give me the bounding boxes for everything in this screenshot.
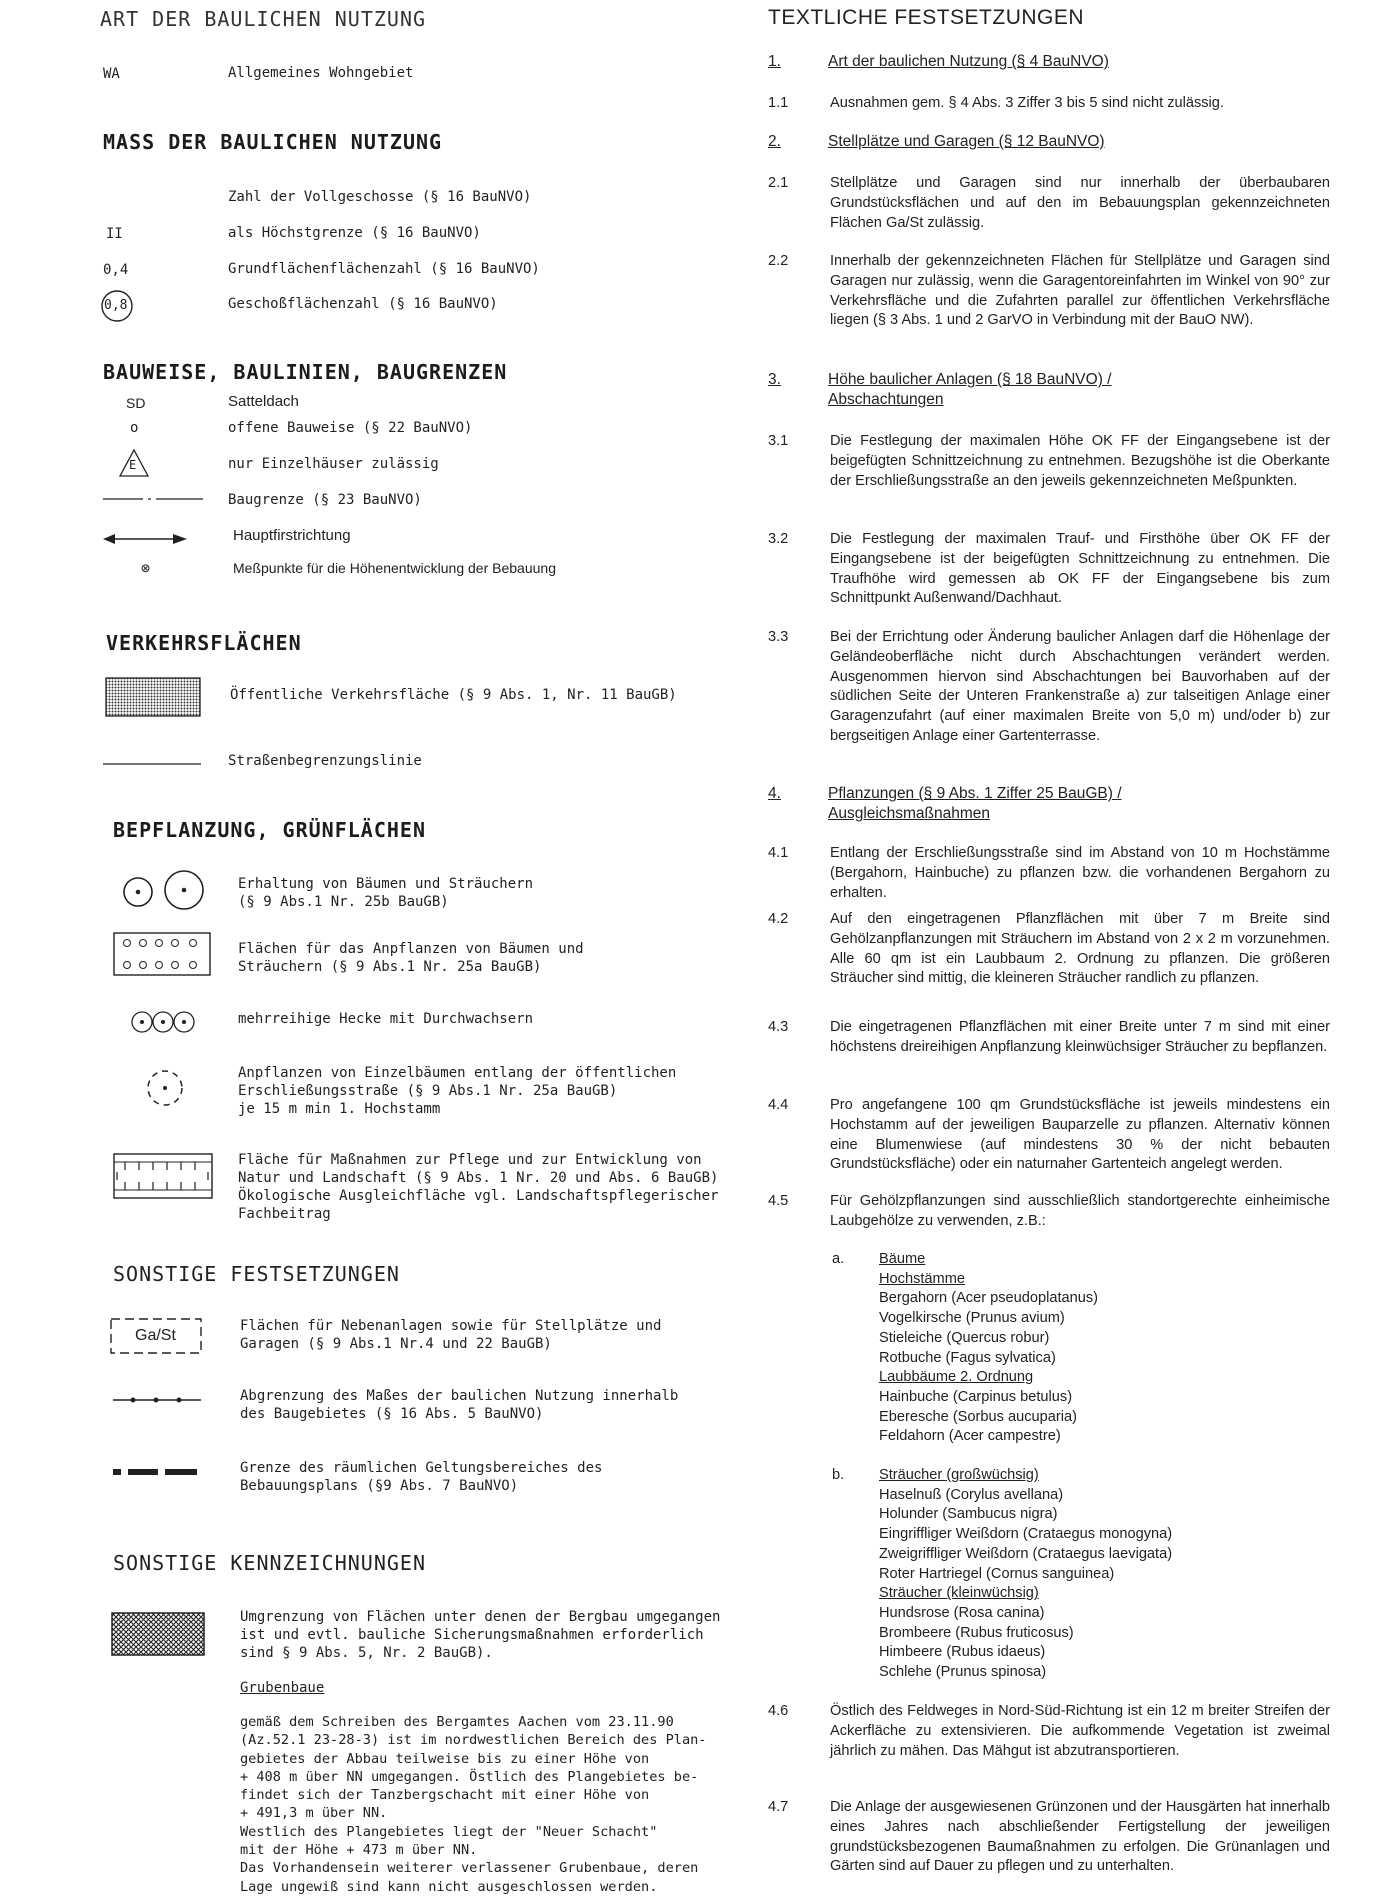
list-item: Bergahorn (Acer pseudoplatanus) bbox=[879, 1290, 1099, 1307]
legend-text: nur Einzelhäuser zulässig bbox=[228, 456, 439, 472]
item-text: Die Festlegung der maximalen Trauf- und Firsthöhe über OK FF der Eingangsebene ist der beigefügten Schnittzeichnung zu entnehmen. Die Traufhöhe wird gemessen ab OK FF der Eingangsebene bis zum Schnittpunkt Außenwand/Dachhaut. bbox=[830, 531, 1330, 607]
section-number: 3. bbox=[768, 371, 781, 388]
page-title: TEXTLICHE FESTSETZUNGEN bbox=[768, 6, 1085, 29]
legend-text: Abgrenzung des Maßes der baulichen Nutzung innerhalb des Baugebietes (§ 16 Abs. 5 BauNVO) bbox=[240, 1388, 679, 1422]
item-text: Bei der Errichtung oder Änderung baulicher Anlagen darf die Höhenlage der Geländeoberfläche nicht durch Abschachtungen verändert werden. Ausgenommen hiervon sind Abschachtungen bei Bauvorhaben auf der südlichen Seite der Unteren Frankenstraße a) zur talseitigen Anlage einer Garagenzufahrt (auf einer maximalen Breite von 5,0 m) und/oder b) zur bergseitigen Anlage einer Gartenterrasse. bbox=[830, 629, 1330, 744]
legend-text: als Höchstgrenze (§ 16 BauNVO) bbox=[228, 225, 481, 241]
item-number: 4.7 bbox=[768, 1799, 789, 1815]
text-column bbox=[760, 0, 1382, 1901]
legend-text: Hauptfirstrichtung bbox=[233, 527, 351, 544]
item-text: Die Anlage der ausgewiesenen Grünzonen und der Hausgärten hat innerhalb eines Jahres nach abschließender Fertigstellung der jeweiligen grundstücksbezogenen Baumaßnahmen zu erfolgen. Die Grünanlagen und Gärten sind auf Dauer zu pflegen und zu unterhalten. bbox=[830, 1799, 1330, 1875]
heading-sonstige-fest: SONSTIGE FESTSETZUNGEN bbox=[113, 1262, 400, 1286]
list-subheading: Sträucher (kleinwüchsig) bbox=[879, 1585, 1039, 1602]
item-text: Ausnahmen gem. § 4 Abs. 3 Ziffer 3 bis 5 sind nicht zulässig. bbox=[830, 95, 1224, 111]
item-number: 2.1 bbox=[768, 175, 789, 191]
item-number: 3.3 bbox=[768, 629, 789, 645]
item-number: 3.1 bbox=[768, 433, 789, 449]
list-heading: Bäume bbox=[879, 1251, 926, 1267]
item-text: Stellplätze und Garagen sind nur innerhalb der überbaubaren Grundstücksflächen und auf den im Bebauungsplan gekennzeichneten Flächen Ga/St zulässig. bbox=[830, 175, 1330, 231]
item-text: Östlich des Feldweges in Nord-Süd-Richtung ist ein 12 m breiter Streifen der Ackerfläche zu extensivieren. Die aufkommende Vegetation ist zweimal jährlich zu mähen. Das Mähgut ist abzutransportieren. bbox=[830, 1703, 1330, 1759]
legend-text: offene Bauweise (§ 22 BauNVO) bbox=[228, 420, 473, 436]
section-number: 4. bbox=[768, 785, 781, 802]
section-number: 2. bbox=[768, 133, 781, 150]
heading-art: ART DER BAULICHEN NUTZUNG bbox=[100, 7, 427, 31]
list-item: Holunder (Sambucus nigra) bbox=[879, 1506, 1058, 1523]
double-arrow-icon bbox=[103, 533, 187, 545]
legend-text: Satteldach bbox=[228, 393, 299, 410]
item-text: Entlang der Erschließungsstraße sind im Abstand von 10 m Hochstämme (Bergahorn, Hainbuche) zu pflanzen bzw. die vorhandenen Bergahorn zu erhalten. bbox=[830, 845, 1330, 901]
bergbau-hatch-icon bbox=[111, 1612, 205, 1656]
planting-area-icon bbox=[113, 932, 211, 976]
list-heading: Sträucher (großwüchsig) bbox=[879, 1467, 1039, 1483]
verkehrsflaeche-hatch-icon bbox=[105, 677, 201, 717]
baugrenze-line-icon bbox=[103, 496, 203, 502]
single-tree-icon bbox=[145, 1068, 185, 1108]
tree-preserve-icon bbox=[120, 870, 210, 912]
legend-text: Flächen für Nebenanlagen sowie für Stellplätze und Garagen (§ 9 Abs.1 Nr.4 und 22 BauGB) bbox=[240, 1318, 662, 1352]
item-text: Die Festlegung der maximalen Höhe OK FF der Eingangsebene ist der beigefügten Schnittzeichnung zu entnehmen. Bezugshöhe ist die Oberkante der Erschließungsstraße an den jeweils gekennzeichneten Meßpunkten. bbox=[830, 433, 1330, 489]
symbol-offene-bauweise: o bbox=[130, 420, 139, 436]
list-subheading: Laubbäume 2. Ordnung bbox=[879, 1369, 1034, 1386]
symbol-ii: II bbox=[106, 226, 123, 242]
symbol-gast: Ga/St bbox=[135, 1327, 176, 1344]
legend-text: Geschoßflächenzahl (§ 16 BauNVO) bbox=[228, 296, 498, 312]
list-subheading: Hochstämme bbox=[879, 1270, 965, 1287]
item-number: 4.3 bbox=[768, 1019, 789, 1035]
item-number: 4.6 bbox=[768, 1703, 789, 1719]
section-title: Stellplätze und Garagen (§ 12 BauNVO) bbox=[828, 133, 1105, 150]
legend-text: Flächen für das Anpflanzen von Bäumen und Sträuchern (§ 9 Abs.1 Nr. 25a BauGB) bbox=[238, 941, 584, 975]
item-number: 1.1 bbox=[768, 95, 789, 111]
hedge-icon bbox=[130, 1008, 196, 1036]
legend-text: Umgrenzung von Flächen unter denen der Bergbau umgegangen ist und evtl. bauliche Sicherungsmaßnahmen erforderlich sind § 9 Abs. 5, Nr. 2 BauGB). bbox=[240, 1609, 721, 1661]
geltungsbereich-line-icon bbox=[113, 1468, 203, 1476]
list-item: Schlehe (Prunus spinosa) bbox=[879, 1664, 1047, 1681]
list-item: Haselnuß (Corylus avellana) bbox=[879, 1486, 1064, 1503]
heading-verkehr: VERKEHRSFLÄCHEN bbox=[106, 631, 302, 655]
section-title: Pflanzungen (§ 9 Abs. 1 Ziffer 25 BauGB) / Ausgleichsmaßnahmen bbox=[828, 785, 1122, 822]
section-title: Höhe baulicher Anlagen (§ 18 BauNVO) / Abschachtungen bbox=[828, 371, 1112, 408]
item-text: Für Gehölzpflanzungen sind ausschließlich standortgerechte einheimische Laubgehölze zu verwenden, z.B.: bbox=[830, 1193, 1330, 1229]
symbol-sd: SD bbox=[126, 395, 146, 411]
list-item: Eberesche (Sorbus aucuparia) bbox=[879, 1408, 1077, 1425]
item-text: Pro angefangene 100 qm Grundstücksfläche ist jeweils mindestens ein Hochstamm auf der jeweiligen Bauparzelle zu pflanzen. Alternativ können eine Blumenwiese (auf mindestens 30 % der nicht bebauten Grundstücksfläche) oder ein naturnaher Gartenteich angelegt werden. bbox=[830, 1097, 1330, 1173]
symbol-wa: WA bbox=[103, 66, 120, 82]
abgrenzung-line-icon bbox=[113, 1396, 203, 1404]
section-title: Art der baulichen Nutzung (§ 4 BauNVO) bbox=[828, 53, 1109, 70]
grubenbaue-text: gemäß dem Schreiben des Bergamtes Aachen vom 23.11.90 (Az.52.1 23-28-3) ist im nordwestlichen Bereich des Plan- gebietes der Abbau teilweise bis zu einer Höhe von + 408 m über NN umgegangen. Östlich des Plangebietes be- findet sich der Tanzbergschacht mit einer Höhe von + 491,3 m über NN. Westlich des Plangebietes liegt der "Neuer Schacht" mit der Höhe + 473 m über NN. Das Vorhandensein weiterer verlassener Grubenbaue, deren Lage ungewiß sind kann nicht ausgeschlossen werden. bbox=[240, 1714, 707, 1895]
heading-bepflanzung: BEPFLANZUNG, GRÜNFLÄCHEN bbox=[113, 818, 426, 842]
legend-text: Grundflächenflächenzahl (§ 16 BauNVO) bbox=[228, 261, 540, 277]
list-item: Roter Hartriegel (Cornus sanguinea) bbox=[879, 1565, 1115, 1582]
heading-bauweise: BAUWEISE, BAULINIEN, BAUGRENZEN bbox=[103, 360, 508, 384]
strassenbegrenzung-line-icon bbox=[103, 762, 201, 766]
legend-text: Fläche für Maßnahmen zur Pflege und zur Entwicklung von Natur und Landschaft (§ 9 Abs. 1 Nr. 20 und Abs. 6 BauGB) Ökologische Ausgleichfläche vgl. Landschaftspflegerischer Fachbeitrag bbox=[238, 1152, 719, 1222]
item-text: Auf den eingetragenen Pflanzflächen mit über 7 m Breite sind Gehölzanpflanzungen mit Sträuchern im Abstand von 2 x 2 m vorzunehmen. Alle 60 qm ist ein Laubbaum 2. Ordnung zu pflanzen. Die größeren Sträucher sind mittig, die kleineren Sträucher randlich zu pflanzen. bbox=[830, 911, 1330, 987]
grubenbaue-title: Grubenbaue bbox=[240, 1680, 325, 1696]
list-item: Vogelkirsche (Prunus avium) bbox=[879, 1310, 1065, 1327]
list-item: Hundsrose (Rosa canina) bbox=[879, 1604, 1045, 1621]
legend-text: Meßpunkte für die Höhenentwicklung der Bebauung bbox=[233, 560, 556, 576]
list-item: Stieleiche (Quercus robur) bbox=[879, 1329, 1050, 1346]
messpunkt-icon: ⊗ bbox=[141, 559, 151, 577]
list-item: Feldahorn (Acer campestre) bbox=[879, 1428, 1061, 1445]
legend-text: mehrreihige Hecke mit Durchwachsern bbox=[238, 1011, 534, 1027]
item-number: 4.2 bbox=[768, 911, 789, 927]
legend-text: Zahl der Vollgeschosse (§ 16 BauNVO) bbox=[228, 189, 532, 205]
list-item: Hainbuche (Carpinus betulus) bbox=[879, 1388, 1073, 1405]
list-item: Brombeere (Rubus fruticosus) bbox=[879, 1624, 1074, 1641]
legend-text: Grenze des räumlichen Geltungsbereiches des Bebauungsplans (§9 Abs. 7 BauNVO) bbox=[240, 1460, 603, 1494]
symbol-e: E bbox=[129, 458, 137, 472]
legend-text: Straßenbegrenzungslinie bbox=[228, 753, 422, 769]
symbol-grz: 0,4 bbox=[103, 262, 129, 278]
item-number: 4.5 bbox=[768, 1193, 789, 1209]
legend-text: Öffentliche Verkehrsfläche (§ 9 Abs. 1, Nr. 11 BauGB) bbox=[230, 687, 677, 703]
legend-text: Erhaltung von Bäumen und Sträuchern (§ 9 Abs.1 Nr. 25b BauGB) bbox=[238, 876, 534, 910]
legend-text: Anpflanzen von Einzelbäumen entlang der öffentlichen Erschließungsstraße (§ 9 Abs.1 Nr. 25a BauGB) je 15 m min 1. Hochstamm bbox=[238, 1065, 677, 1117]
list-item: Zweigriffliger Weißdorn (Crataegus laevigata) bbox=[879, 1545, 1173, 1562]
symbol-gfz: 0,8 bbox=[104, 298, 128, 313]
ausgleich-area-icon bbox=[113, 1152, 213, 1200]
item-number: 2.2 bbox=[768, 253, 789, 269]
heading-mass: MASS DER BAULICHEN NUTZUNG bbox=[103, 130, 443, 154]
item-number: 3.2 bbox=[768, 531, 789, 547]
list-item: Himbeere (Rubus idaeus) bbox=[879, 1644, 1046, 1661]
list-letter: b. bbox=[832, 1467, 845, 1483]
legend-text: Allgemeines Wohngebiet bbox=[228, 65, 414, 81]
list-item: Rotbuche (Fagus sylvatica) bbox=[879, 1349, 1056, 1366]
legend-text: Baugrenze (§ 23 BauNVO) bbox=[228, 492, 422, 508]
list-item: Eingriffliger Weißdorn (Crataegus monogyna) bbox=[879, 1526, 1173, 1543]
heading-sonstige-kenn: SONSTIGE KENNZEICHNUNGEN bbox=[113, 1551, 426, 1575]
section-number: 1. bbox=[768, 53, 781, 70]
list-letter: a. bbox=[832, 1251, 845, 1267]
item-number: 4.4 bbox=[768, 1097, 789, 1113]
item-text: Innerhalb der gekennzeichneten Flächen für Stellplätze und Garagen sind Garagen nur zulässig, wenn die Garagentoreinfahrten im Winkel von 90° zur Verkehrsfläche und die Zufahrten parallel zur öffentlichen Verkehrsfläche liegen (§ 3 Abs. 1 und 2 GarVO in Verbindung mit der BauO NW). bbox=[830, 253, 1330, 329]
item-text: Die eingetragenen Pflanzflächen mit einer Breite unter 7 m sind mit einer höchstens dreireihigen Anpflanzung kleinwüchsiger Sträucher zu bepflanzen. bbox=[830, 1019, 1330, 1055]
item-number: 4.1 bbox=[768, 845, 789, 861]
